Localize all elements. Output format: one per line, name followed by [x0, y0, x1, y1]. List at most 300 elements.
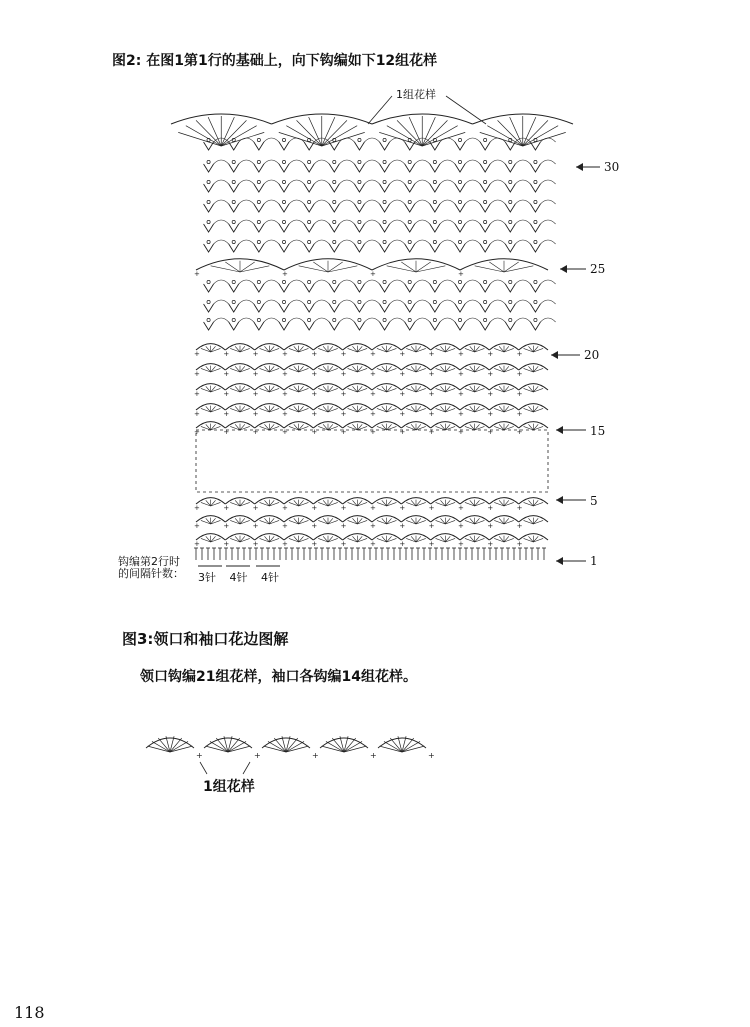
scallop-row-plus: + — [516, 504, 523, 512]
v-stitch-row — [405, 224, 415, 232]
v-stitch-row — [229, 244, 239, 252]
v-stitch-row — [405, 304, 415, 312]
v-stitch-row-arc — [364, 180, 379, 184]
v-stitch-row-arc — [264, 280, 279, 284]
spacing-note — [118, 556, 184, 580]
v-stitch-row — [380, 204, 390, 212]
v-stitch-row-chain — [257, 180, 260, 183]
edging-stitch — [206, 746, 228, 752]
figure3-group-label: 1组花样 — [203, 779, 255, 795]
v-stitch-row — [329, 224, 339, 232]
v-stitch-row-chain — [383, 180, 386, 183]
scallop-row-plus: + — [311, 350, 318, 358]
v-stitch-row — [430, 224, 440, 232]
v-stitch-row-arc — [289, 318, 304, 322]
v-stitch-row — [304, 322, 314, 330]
v-stitch-row — [204, 204, 214, 212]
v-stitch-row — [430, 164, 440, 172]
v-stitch-row — [480, 224, 490, 232]
v-stitch-row-chain — [484, 200, 487, 203]
v-stitch-row-chain — [308, 200, 311, 203]
v-stitch-row — [480, 164, 490, 172]
scallop-row-plus: + — [282, 504, 288, 512]
scallop-row-plus: + — [399, 540, 406, 548]
v-stitch-row — [254, 322, 264, 330]
v-stitch-row — [430, 184, 440, 192]
scallop-row-plus: + — [487, 410, 494, 418]
v-stitch-row-arc — [289, 180, 304, 184]
v-stitch-row-arc — [515, 300, 530, 304]
v-stitch-row-chain — [383, 318, 386, 321]
v-stitch-row-chain — [408, 220, 411, 223]
v-stitch-row — [380, 142, 390, 150]
shell-row-plus: + — [458, 270, 464, 278]
scallop-row-plus: + — [252, 522, 259, 530]
scallop-row-plus: + — [194, 522, 200, 530]
v-stitch-row — [254, 244, 264, 252]
v-stitch-row — [354, 204, 364, 212]
v-stitch-row-arc — [440, 318, 455, 322]
v-stitch-row-arc — [490, 180, 505, 184]
v-stitch-row — [279, 304, 289, 312]
scallop-row-plus: + — [311, 410, 318, 418]
scallop-row-plus: + — [194, 428, 200, 436]
v-stitch-row-arc — [515, 200, 530, 204]
v-stitch-row-arc — [239, 240, 254, 244]
v-stitch-row-chain — [458, 180, 461, 183]
scallop-row-plus: + — [458, 540, 464, 548]
v-stitch-row — [229, 304, 239, 312]
v-stitch-row — [455, 204, 465, 212]
v-stitch-row-chain — [333, 200, 336, 203]
v-stitch-row-chain — [333, 220, 336, 223]
scallop-row-plus: + — [428, 350, 435, 358]
v-stitch-row — [304, 224, 314, 232]
v-stitch-row-arc — [264, 180, 279, 184]
v-stitch-row-arc — [214, 220, 229, 224]
scallop-row-plus: + — [252, 390, 259, 398]
scallop-row-plus: + — [282, 370, 288, 378]
v-stitch-row-arc — [440, 280, 455, 284]
v-stitch-row-arc — [440, 200, 455, 204]
top-fan-group-stitch — [221, 117, 234, 146]
scallop-row-plus: + — [311, 370, 318, 378]
v-stitch-row-chain — [509, 280, 512, 283]
v-stitch-row-chain — [257, 318, 260, 321]
v-stitch-row — [204, 244, 214, 252]
scallop-row-plus: + — [487, 370, 494, 378]
v-stitch-row — [430, 204, 440, 212]
v-stitch-row — [254, 284, 264, 292]
scallop-row-plus: + — [458, 370, 464, 378]
v-stitch-row-chain — [509, 220, 512, 223]
v-stitch-row-arc — [264, 138, 279, 142]
v-stitch-row-arc — [214, 180, 229, 184]
v-stitch-row — [530, 304, 540, 312]
v-stitch-row-chain — [358, 240, 361, 243]
v-stitch-row — [455, 322, 465, 330]
v-stitch-row-chain — [232, 160, 235, 163]
v-stitch-row — [505, 284, 515, 292]
v-stitch-row-arc — [339, 280, 354, 284]
scallop-row-plus: + — [487, 428, 494, 436]
v-stitch-row — [480, 304, 490, 312]
scallop-row-plus: + — [487, 540, 494, 548]
top-fan-group-stitch — [221, 126, 256, 146]
v-stitch-row — [229, 322, 239, 330]
v-stitch-row-chain — [308, 300, 311, 303]
v-stitch-row-chain — [333, 180, 336, 183]
v-stitch-row-chain — [308, 180, 311, 183]
edging-stitch — [286, 746, 308, 752]
scallop-row-plus: + — [487, 522, 494, 530]
edging-stitch — [344, 746, 366, 752]
edging-stitch — [286, 741, 304, 752]
v-stitch-row-arc — [364, 300, 379, 304]
v-stitch-row-chain — [484, 180, 487, 183]
v-stitch-row-arc — [264, 300, 279, 304]
v-stitch-row-chain — [207, 300, 210, 303]
v-stitch-row-arc — [440, 220, 455, 224]
edging-group-pointer — [200, 762, 207, 774]
v-stitch-row — [254, 204, 264, 212]
v-stitch-row-arc — [339, 138, 354, 142]
v-stitch-row-arc — [239, 200, 254, 204]
v-stitch-row-chain — [232, 220, 235, 223]
top-fan-group-stitch — [523, 126, 558, 146]
v-stitch-row-arc — [440, 138, 455, 142]
scallop-row-plus: + — [282, 428, 288, 436]
v-stitch-row — [530, 224, 540, 232]
v-stitch-row — [480, 244, 490, 252]
v-stitch-row-chain — [358, 300, 361, 303]
v-stitch-row-arc — [339, 200, 354, 204]
v-stitch-row-chain — [383, 138, 386, 141]
v-stitch-row-chain — [257, 300, 260, 303]
v-stitch-row-chain — [408, 280, 411, 283]
v-stitch-row — [304, 304, 314, 312]
v-stitch-row — [380, 322, 390, 330]
row-arrow-5-head — [556, 496, 563, 504]
v-stitch-row-chain — [383, 160, 386, 163]
v-stitch-row-chain — [433, 318, 436, 321]
scallop-row-plus: + — [428, 540, 435, 548]
scallop-row-plus: + — [487, 390, 494, 398]
edging-stitch — [268, 741, 286, 752]
v-stitch-row-chain — [232, 240, 235, 243]
v-stitch-row-chain — [509, 300, 512, 303]
v-stitch-row — [455, 184, 465, 192]
v-stitch-row-arc — [264, 318, 279, 322]
v-stitch-row-chain — [484, 160, 487, 163]
v-stitch-row-arc — [314, 318, 329, 322]
scallop-row-plus: + — [252, 350, 259, 358]
scallop-row-plus: + — [311, 428, 318, 436]
v-stitch-row-chain — [257, 240, 260, 243]
v-stitch-row — [354, 184, 364, 192]
edging-stitch — [402, 746, 424, 752]
group-pointer — [368, 96, 392, 124]
v-stitch-row-arc — [465, 200, 480, 204]
v-stitch-row — [204, 304, 214, 312]
v-stitch-row — [455, 284, 465, 292]
v-stitch-row-arc — [440, 300, 455, 304]
v-stitch-row-arc — [214, 300, 229, 304]
shell-row-plus: + — [194, 270, 200, 278]
v-stitch-row-chain — [534, 180, 537, 183]
v-stitch-row — [279, 164, 289, 172]
v-stitch-row-arc — [339, 318, 354, 322]
v-stitch-row-arc — [415, 280, 430, 284]
v-stitch-row — [455, 304, 465, 312]
v-stitch-row-arc — [540, 300, 555, 304]
v-stitch-row — [405, 284, 415, 292]
v-stitch-row-arc — [415, 220, 430, 224]
scallop-row-plus: + — [340, 522, 347, 530]
v-stitch-row — [530, 204, 540, 212]
row-arrow-1-head — [556, 557, 563, 565]
v-stitch-row-arc — [339, 220, 354, 224]
v-stitch-row — [455, 224, 465, 232]
row-marker-30: 30 — [604, 160, 620, 174]
v-stitch-row-chain — [232, 280, 235, 283]
v-stitch-row-chain — [509, 200, 512, 203]
scallop-row-plus: + — [340, 410, 347, 418]
v-stitch-row-arc — [239, 280, 254, 284]
v-stitch-row-chain — [433, 300, 436, 303]
v-stitch-row — [530, 284, 540, 292]
omitted-rows-box — [196, 430, 548, 492]
v-stitch-row-arc — [390, 160, 405, 164]
v-stitch-row — [229, 284, 239, 292]
v-stitch-row-arc — [289, 220, 304, 224]
v-stitch-row — [329, 164, 339, 172]
scallop-row-plus: + — [282, 350, 288, 358]
v-stitch-row-arc — [214, 240, 229, 244]
v-stitch-row — [354, 142, 364, 150]
v-stitch-row-arc — [540, 280, 555, 284]
v-stitch-row — [204, 284, 214, 292]
v-stitch-row-arc — [440, 240, 455, 244]
scallop-row-plus: + — [194, 540, 200, 548]
top-fan-group-stitch — [309, 117, 322, 146]
edging-fan — [320, 738, 368, 748]
v-stitch-row — [505, 204, 515, 212]
spacing-note-line1: 钩编第2行时 — [118, 555, 180, 568]
scallop-row-plus: + — [223, 504, 230, 512]
scallop-row-plus: + — [399, 410, 406, 418]
scallop-row-plus: + — [370, 350, 376, 358]
v-stitch-row-arc — [239, 138, 254, 142]
scallop-row-plus: + — [194, 410, 200, 418]
v-stitch-row-arc — [515, 280, 530, 284]
v-stitch-row-chain — [534, 220, 537, 223]
top-fan-group-stitch — [208, 117, 221, 146]
v-stitch-row-chain — [257, 220, 260, 223]
v-stitch-row — [505, 244, 515, 252]
v-stitch-row-chain — [509, 240, 512, 243]
v-stitch-row — [229, 224, 239, 232]
v-stitch-row-chain — [282, 160, 285, 163]
v-stitch-row-chain — [308, 280, 311, 283]
v-stitch-row-arc — [214, 160, 229, 164]
v-stitch-row-chain — [408, 240, 411, 243]
row-marker-1: 1 — [590, 554, 598, 568]
top-fan-group-stitch — [487, 126, 522, 146]
v-stitch-row-arc — [264, 200, 279, 204]
v-stitch-row — [254, 184, 264, 192]
scallop-row-plus: + — [252, 370, 259, 378]
scallop-row-plus: + — [516, 540, 523, 548]
spacing-value: 4针 — [261, 571, 279, 584]
v-stitch-row-arc — [465, 300, 480, 304]
v-stitch-row — [480, 204, 490, 212]
top-fan-group-stitch — [510, 117, 523, 146]
v-stitch-row-arc — [364, 240, 379, 244]
edging-fan — [204, 738, 252, 748]
edging-fan — [262, 738, 310, 748]
scallop-row-plus: + — [194, 350, 200, 358]
v-stitch-row — [354, 244, 364, 252]
v-stitch-row-arc — [289, 200, 304, 204]
v-stitch-row — [480, 284, 490, 292]
v-stitch-row — [279, 244, 289, 252]
v-stitch-row-chain — [484, 138, 487, 141]
v-stitch-row-arc — [515, 160, 530, 164]
v-stitch-row-arc — [540, 200, 555, 204]
v-stitch-row-arc — [364, 280, 379, 284]
v-stitch-row — [254, 142, 264, 150]
v-stitch-row-chain — [282, 280, 285, 283]
v-stitch-row-arc — [540, 138, 555, 142]
v-stitch-row-chain — [282, 138, 285, 141]
v-stitch-row-arc — [314, 200, 329, 204]
scallop-row-plus: + — [223, 522, 230, 530]
scallop-row-plus: + — [340, 428, 347, 436]
v-stitch-row-arc — [239, 160, 254, 164]
v-stitch-row-arc — [390, 138, 405, 142]
scallop-row-plus: + — [252, 504, 259, 512]
v-stitch-row-arc — [364, 318, 379, 322]
v-stitch-row-chain — [232, 318, 235, 321]
v-stitch-row-chain — [282, 300, 285, 303]
v-stitch-row-chain — [333, 280, 336, 283]
scallop-row-plus: + — [340, 390, 347, 398]
v-stitch-row-chain — [257, 200, 260, 203]
v-stitch-row-chain — [257, 280, 260, 283]
edging-stitch — [170, 741, 188, 752]
v-stitch-row-arc — [239, 300, 254, 304]
v-stitch-row — [279, 224, 289, 232]
top-fan-group-stitch — [422, 126, 457, 146]
v-stitch-row-chain — [232, 180, 235, 183]
v-stitch-row-chain — [207, 180, 210, 183]
v-stitch-row-chain — [509, 318, 512, 321]
v-stitch-row-arc — [289, 160, 304, 164]
v-stitch-row-arc — [465, 180, 480, 184]
v-stitch-row-chain — [408, 180, 411, 183]
v-stitch-row-chain — [358, 180, 361, 183]
v-stitch-row-arc — [314, 300, 329, 304]
scallop-row-plus: + — [223, 410, 230, 418]
v-stitch-row-chain — [232, 200, 235, 203]
v-stitch-row — [430, 322, 440, 330]
scallop-row-plus: + — [458, 522, 464, 530]
spacing-note-line2: 的间隔针数： — [118, 567, 184, 580]
row-arrow-25-head — [560, 265, 567, 273]
v-stitch-row-arc — [515, 220, 530, 224]
scallop-row-plus: + — [458, 350, 464, 358]
v-stitch-row-chain — [358, 200, 361, 203]
v-stitch-row — [204, 224, 214, 232]
v-stitch-row-arc — [465, 138, 480, 142]
v-stitch-row-chain — [308, 220, 311, 223]
v-stitch-row-arc — [214, 280, 229, 284]
scallop-row-plus: + — [399, 350, 406, 358]
v-stitch-row — [430, 244, 440, 252]
scallop-row-plus: + — [223, 370, 230, 378]
v-stitch-row-chain — [282, 240, 285, 243]
top-fan-group-stitch — [523, 117, 536, 146]
top-fan-group-stitch — [322, 126, 357, 146]
page-number: 118 — [14, 1003, 45, 1022]
v-stitch-row-arc — [415, 318, 430, 322]
v-stitch-row-chain — [408, 200, 411, 203]
v-stitch-row — [480, 184, 490, 192]
top-fan-group-stitch — [186, 126, 221, 146]
v-stitch-row-arc — [289, 300, 304, 304]
scallop-row-plus: + — [340, 504, 347, 512]
v-stitch-row-arc — [515, 318, 530, 322]
v-stitch-row-arc — [490, 300, 505, 304]
v-stitch-row-chain — [408, 160, 411, 163]
v-stitch-row-arc — [465, 318, 480, 322]
scallop-row-plus: + — [399, 390, 406, 398]
edging-stitch — [322, 746, 344, 752]
v-stitch-row-arc — [239, 318, 254, 322]
edging-fan — [378, 738, 426, 748]
v-stitch-row — [530, 164, 540, 172]
v-stitch-row-chain — [282, 200, 285, 203]
v-stitch-row-arc — [314, 280, 329, 284]
scallop-row-plus: + — [370, 370, 376, 378]
edging-stitch — [326, 741, 344, 752]
v-stitch-row-arc — [314, 220, 329, 224]
v-stitch-row-chain — [207, 318, 210, 321]
scallop-row-plus: + — [223, 350, 230, 358]
v-stitch-row — [405, 184, 415, 192]
v-stitch-row-arc — [364, 220, 379, 224]
scallop-row-plus: + — [487, 350, 494, 358]
v-stitch-row-arc — [264, 240, 279, 244]
v-stitch-row-chain — [232, 300, 235, 303]
row-marker-25: 25 — [590, 262, 606, 276]
v-stitch-row-arc — [540, 240, 555, 244]
v-stitch-row-chain — [458, 200, 461, 203]
v-stitch-row-arc — [289, 138, 304, 142]
v-stitch-row-arc — [440, 160, 455, 164]
v-stitch-row — [405, 164, 415, 172]
v-stitch-row-arc — [540, 318, 555, 322]
group-pointer — [446, 96, 486, 124]
v-stitch-row-chain — [308, 240, 311, 243]
figure3-title: 图3:领口和袖口花边图解 — [122, 630, 289, 648]
v-stitch-row-chain — [207, 200, 210, 203]
edging-group-pointer — [243, 762, 250, 774]
scallop-row-plus: + — [370, 428, 376, 436]
top-fan-group-stitch — [422, 117, 435, 146]
scallop-row-plus: + — [340, 350, 347, 358]
